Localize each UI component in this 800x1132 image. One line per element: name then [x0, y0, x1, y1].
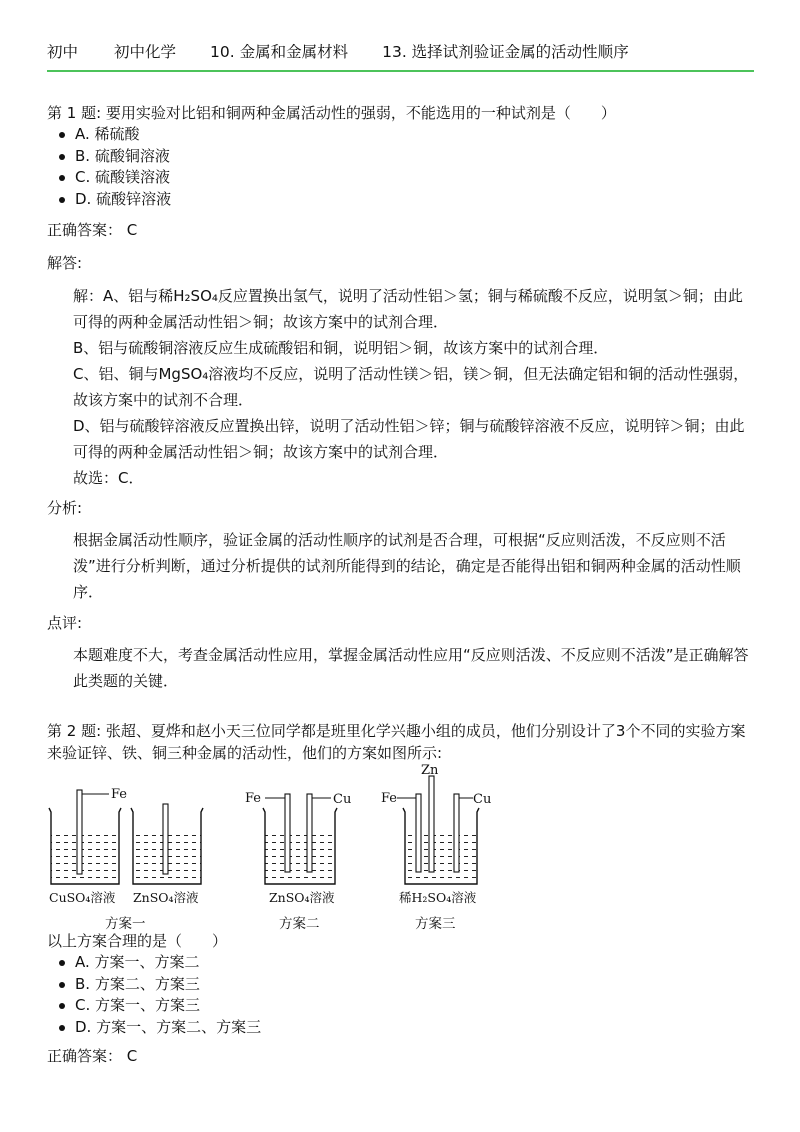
header-divider: [47, 70, 754, 72]
plan-1-label: 方案一: [105, 916, 146, 932]
beaker-4: [397, 776, 479, 884]
cu-label-2: Cu: [333, 792, 352, 807]
solution-line: 故选：C．: [73, 469, 144, 487]
question-prompt: 以上方案合理的是（ ）: [47, 932, 228, 950]
beaker-1: [49, 790, 121, 884]
solution-line: 解：A、铝与稀H₂SO₄反应置换出氢气，说明了活动性铝＞氢；铜与稀硫酸不反应，说明氢＞铜；由此可得的两种金属活动性铝＞铜；故该方案中的试剂合理．: [73, 287, 743, 331]
solution-label-2: ZnSO₄溶液: [133, 890, 199, 905]
comment-label: 点评:: [47, 614, 83, 632]
solution-text: [47, 283, 754, 491]
options-list: [47, 952, 754, 1038]
solution-line: B、铝与硫酸铜溶液反应生成硫酸铝和铜，说明铝＞铜，故该方案中的试剂合理．: [73, 339, 609, 357]
option-a[interactable]: A. 稀硫酸: [75, 124, 754, 146]
solution-label: 解答:: [47, 254, 83, 272]
beaker-3: [263, 794, 337, 884]
correct-answer-2: 正确答案： C: [47, 1047, 138, 1065]
option-a[interactable]: A. 方案一、方案二: [75, 952, 754, 974]
fe-label-3: Fe: [381, 791, 398, 806]
correct-answer: 正确答案： C: [47, 221, 138, 239]
question-2: [47, 930, 754, 1038]
option-c[interactable]: C. 方案一、方案三: [75, 995, 754, 1017]
experiment-figure: [47, 762, 507, 934]
question-title: 第 1 题: 要用实验对比铝和铜两种金属活动性的强弱，不能选用的一种试剂是（ ）: [47, 104, 616, 122]
option-b[interactable]: B. 硫酸铜溶液: [75, 146, 754, 168]
breadcrumb-item[interactable]: 初中化学: [114, 43, 177, 61]
option-d[interactable]: D. 硫酸锌溶液: [75, 189, 754, 211]
plan-3-label: 方案三: [415, 916, 456, 932]
comment-text: 本题难度不大，考查金属活动性应用，掌握金属活动性应用“反应则活泼、不反应则不活泼”是正确解答此类题的关键．: [73, 646, 749, 690]
solution-label-1: CuSO₄溶液: [49, 890, 116, 905]
solution-line: C、铝、铜与MgSO₄溶液均不反应，说明了活动性镁＞铝，镁＞铜，但无法确定铝和铜的活动性强弱，故该方案中的试剂不合理．: [73, 365, 749, 409]
analysis-text: 根据金属活动性顺序，验证金属的活动性顺序的试剂是否合理，可根据“反应则活泼，不反应则不活泼”进行分析判断，通过分析提供的试剂所能得到的结论，确定是否能得出铝和铜两种金属的活动性顺序．: [73, 531, 741, 601]
option-b[interactable]: B. 方案二、方案三: [75, 974, 754, 996]
option-d[interactable]: D. 方案一、方案二、方案三: [75, 1017, 754, 1039]
question-2-title: 第 2 题: 张超、夏烨和赵小天三位同学都是班里化学兴趣小组的成员，他们分别设计了3个不同的实验方案来验证锌、铁、铜三种金属的活动性，他们的方案如图所示:: [47, 722, 746, 762]
question-1: [47, 102, 754, 210]
cu-label-3: Cu: [473, 792, 492, 807]
breadcrumb-item[interactable]: 初中: [47, 43, 79, 61]
analysis-label: 分析:: [47, 499, 83, 517]
fe-label-1: Fe: [111, 787, 128, 802]
solution-label-3: ZnSO₄溶液: [269, 890, 335, 905]
option-c[interactable]: C. 硫酸镁溶液: [75, 167, 754, 189]
plan-2-label: 方案二: [279, 916, 320, 932]
options-list: [47, 124, 754, 210]
breadcrumb-item[interactable]: 10. 金属和金属材料: [210, 43, 349, 61]
solution-label-4: 稀H₂SO₄溶液: [399, 890, 477, 905]
breadcrumb-item[interactable]: 13. 选择试剂验证金属的活动性顺序: [382, 43, 629, 61]
zn-label: Zn: [421, 763, 439, 778]
solution-line: D、铝与硫酸锌溶液反应置换出锌，说明了活动性铝＞锌；铜与硫酸锌溶液不反应，说明锌＞铜；由此可得的两种金属活动性铝＞铜；故该方案中的试剂合理．: [73, 417, 745, 461]
breadcrumb: [47, 40, 754, 62]
fe-label-2: Fe: [245, 791, 262, 806]
